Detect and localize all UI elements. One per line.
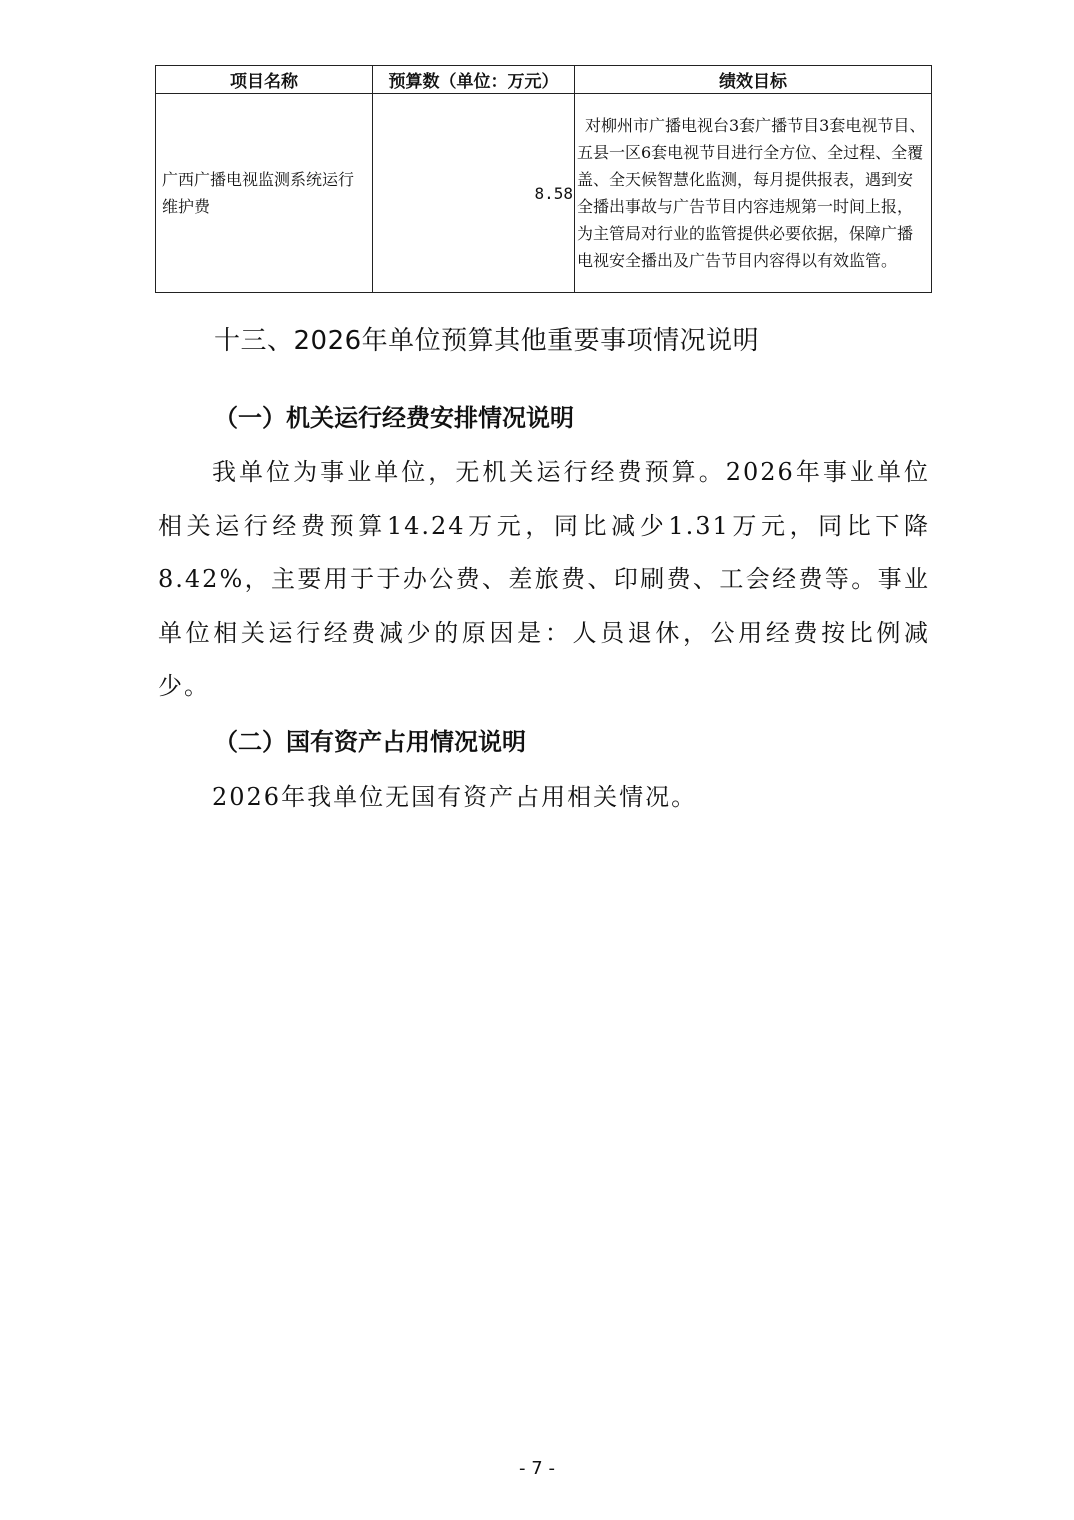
table-header-row (156, 66, 932, 94)
page-number: - 7 - (519, 1458, 555, 1479)
project-name-cell: 广西广播电视监测系统运行维护费 (156, 94, 373, 293)
performance-table (155, 65, 932, 293)
budget-amount-cell: 8.58 (373, 94, 575, 293)
header-project-name: 项目名称 (156, 66, 373, 94)
subsection-heading-1: （一）机关运行经费安排情况说明 (214, 404, 574, 432)
paragraph-state-assets: 2026年我单位无国有资产占用相关情况。 (212, 783, 698, 811)
section-heading: 十三、2026年单位预算其他重要事项情况说明 (214, 326, 760, 356)
table-row (156, 94, 932, 293)
header-budget-amount: 预算数（单位：万元） (373, 66, 575, 94)
header-performance-goal: 绩效目标 (575, 66, 932, 94)
performance-goal-cell: 对柳州市广播电视台3套广播节目3套电视节目、五县一区6套电视节目进行全方位、全过程、全覆盖、全天候智慧化监测，每月提供报表，遇到安全播出事故与广告节目内容违规第一时间上报，为主管局对行业的监管提供必要依据，保障广播电视安全播出及广告节目内容得以有效监管。 (575, 94, 932, 293)
paragraph-operating-expenses: 我单位为事业单位，无机关运行经费预算。2026年事业单位相关运行经费预算14.24万元，同比减少1.31万元，同比下降8.42%，主要用于于办公费、差旅费、印刷费、工会经费等。事业单位相关运行经费减少的原因是：人员退休，公用经费按比例减少。 (158, 458, 930, 700)
subsection-heading-2: （二）国有资产占用情况说明 (214, 728, 526, 756)
